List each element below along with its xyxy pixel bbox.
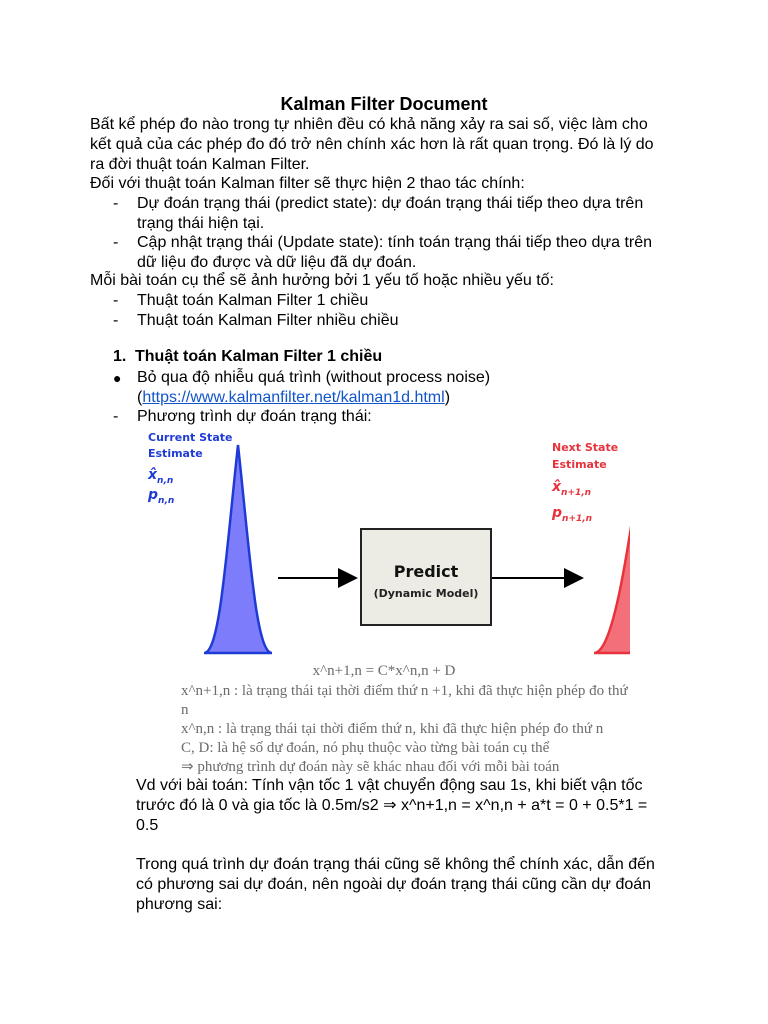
explanation-line: n [181,702,189,718]
variance-line: Trong quá trình dự đoán trạng thái cũng sẽ không thể chính xác, dẫn đến [136,856,655,873]
list-text: dữ liệu đo được và dữ liệu đã dự đoán. [137,254,417,271]
explanation-line: x^n,n : là trạng thái tại thời điểm thứ n, khi đã thực hiện phép đo thứ n [181,721,604,737]
bullet-marker: ● [113,370,122,386]
list-marker: - [113,408,119,425]
example-line: trước đó là 0 và gia tốc là 0.5m/s2 ⇒ x^n+1,n = x^n,n + a*t = 0 + 0.5*1 = [136,797,648,814]
list-marker: - [113,234,119,251]
link-prefix: ( [137,389,143,406]
list-text: trạng thái hiện tại. [137,215,265,232]
link-line [137,388,450,408]
intro-line: kết quả của các phép đo đó trở nên chính xác hơn là rất quan trọng. Đó là lý do [90,136,654,153]
kalman1d-link[interactable]: https://www.kalmanfilter.net/kalman1d.html [142,389,445,406]
list-text: Phương trình dự đoán trạng thái: [137,408,372,425]
link-suffix: ) [444,389,451,406]
current-state-label: Estimate [148,447,203,460]
section-title: Thuật toán Kalman Filter 1 chiều [135,348,383,365]
example-line: Vd với bài toán: Tính vận tốc 1 vật chuyển động sau 1s, khi biết vận tốc [136,777,643,794]
list-item [113,311,693,331]
next-state-label: Next State [552,441,619,454]
list-item [113,368,693,408]
list-item [113,291,693,311]
current-state-distribution [204,445,272,653]
list-item [113,407,693,427]
next-x-symbol: $x̂_{n+1,n}$ [552,479,592,498]
explanation-line: ⇒ phương trình dự đoán này sẽ khác nhau đối với mỗi bài toán [181,759,560,775]
list-item [113,194,693,234]
predict-diagram [130,425,630,670]
list-marker: - [113,312,119,329]
list-text: Dự đoán trạng thái (predict state): dự đoán trạng thái tiếp theo dựa trên [137,195,644,212]
ops-intro: Đối với thuật toán Kalman filter sẽ thực hiện 2 thao tác chính: [90,175,525,192]
current-x-symbol: $x̂_{n,n}$ [148,467,174,486]
next-p-symbol: $p_{n+1,n}$ [552,505,593,524]
variance-line: phương sai: [136,896,223,913]
next-state-distribution [594,467,630,653]
intro-line: Bất kể phép đo nào trong tự nhiên đều có khả năng xảy ra sai số, việc làm cho [90,116,648,133]
example-line: 0.5 [136,817,159,834]
explanation-line: x^n+1,n : là trạng thái tại thời điểm thứ n +1, khi đã thực hiện phép đo thứ [181,683,628,699]
list-marker: - [113,195,119,212]
section-number: 1. [113,348,127,365]
current-state-label: Current State [148,431,233,444]
list-text: Bỏ qua độ nhiễu quá trình (without process noise) [137,369,491,386]
variance-line: có phương sai dự đoán, nên ngoài dự đoán trạng thái cũng cần dự đoán [136,876,652,893]
list-text: Thuật toán Kalman Filter nhiều chiều [137,312,399,329]
list-text: Thuật toán Kalman Filter 1 chiều [137,292,369,309]
intro-line: ra đời thuật toán Kalman Filter. [90,156,310,173]
document-title: Kalman Filter Document [280,94,488,114]
prediction-equation: x^n+1,n = C*x^n,n + D [312,663,456,679]
factors-intro: Mỗi bài toán cụ thể sẽ ảnh hưởng bởi 1 yếu tố hoặc nhiều yếu tố: [90,272,554,289]
predict-box-subtitle: (Dynamic Model) [373,587,479,600]
next-state-label: Estimate [552,458,607,471]
list-text: Cập nhật trạng thái (Update state): tính toán trạng thái tiếp theo dựa trên [137,234,653,251]
explanation-line: C, D: là hệ số dự đoán, nó phụ thuộc vào từng bài toán cụ thể [181,740,550,756]
current-p-symbol: $p_{n,n}$ [148,487,175,506]
list-marker: - [113,292,119,309]
predict-box-title: Predict [393,562,459,581]
list-item [113,233,693,273]
